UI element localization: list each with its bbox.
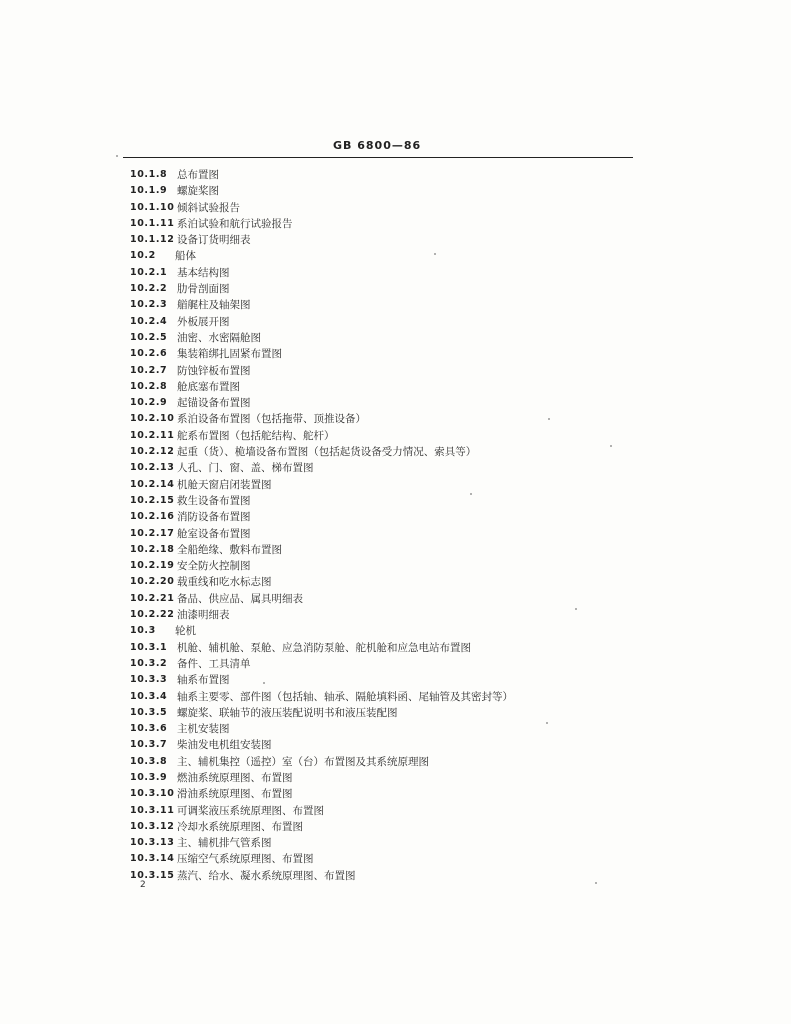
list-item <box>130 183 650 199</box>
entry-title: 系泊试验和航行试验报告 <box>177 217 293 230</box>
scan-speck <box>116 155 118 157</box>
list-item <box>130 395 650 411</box>
list-item <box>130 509 650 525</box>
list-item <box>130 216 650 232</box>
entry-number: 10.3.14 <box>130 853 175 865</box>
entry-title: 燃油系统原理图、布置图 <box>177 771 293 784</box>
entry-number: 10.3.7 <box>130 739 168 751</box>
list-item <box>130 411 650 427</box>
list-item <box>130 868 650 884</box>
list-item <box>130 379 650 395</box>
list-item <box>130 786 650 802</box>
list-item <box>130 574 650 590</box>
list-item <box>130 281 650 297</box>
entry-number: 10.3.12 <box>130 820 175 832</box>
entry-title: 载重线和吃水标志图 <box>177 576 272 589</box>
section-heading <box>130 248 650 264</box>
entry-title: 蒸汽、给水、凝水系统原理图、布置图 <box>177 869 356 882</box>
list-item <box>130 851 650 867</box>
entry-number: 10.2.12 <box>130 446 175 458</box>
entry-number: 10.2.17 <box>130 527 175 539</box>
entry-title: 轮机 <box>175 625 196 638</box>
entry-number: 10.2.5 <box>130 331 168 343</box>
list-item <box>130 754 650 770</box>
list-item <box>130 493 650 509</box>
list-item <box>130 346 650 362</box>
entry-number: 10.2.7 <box>130 364 168 376</box>
entry-title: 主、辅机排气管系图 <box>177 837 272 850</box>
entry-number: 10.2.4 <box>130 315 168 327</box>
entry-number: 10.2.15 <box>130 494 175 506</box>
entry-title: 全船绝缘、敷料布置图 <box>177 543 282 556</box>
list-item <box>130 721 650 737</box>
entry-number: 10.3.1 <box>130 641 168 653</box>
scan-speck <box>263 682 265 684</box>
entry-number: 10.1.12 <box>130 234 175 246</box>
entry-title: 机舱天窗启闭装置图 <box>177 478 272 491</box>
entry-number: 10.3.4 <box>130 690 168 702</box>
entry-number: 10.3.13 <box>130 837 175 849</box>
section-heading <box>130 623 650 639</box>
scan-speck <box>434 253 436 255</box>
entry-title: 主、辅机集控（遥控）室（台）布置图及其系统原理图 <box>177 755 429 768</box>
entry-number: 10.1.11 <box>130 217 175 229</box>
entry-number: 10.2.13 <box>130 462 175 474</box>
list-item <box>130 640 650 656</box>
entry-number: 10.3.11 <box>130 804 175 816</box>
list-item <box>130 689 650 705</box>
list-item <box>130 770 650 786</box>
entry-title: 螺旋桨、联轴节的液压装配说明书和液压装配图 <box>177 706 398 719</box>
list-item <box>130 835 650 851</box>
entry-number: 10.3.8 <box>130 755 168 767</box>
list-item <box>130 444 650 460</box>
entry-number: 10.2.9 <box>130 397 168 409</box>
entry-title: 倾斜试验报告 <box>177 201 240 214</box>
scan-speck <box>610 445 612 447</box>
entry-number: 10.2.18 <box>130 543 175 555</box>
entry-number: 10.1.10 <box>130 201 175 213</box>
entry-title: 系泊设备布置图（包括拖带、顶推设备） <box>177 413 366 426</box>
list-item <box>130 526 650 542</box>
entry-title: 人孔、门、窗、盖、梯布置图 <box>177 462 314 475</box>
entry-title: 防蚀锌板布置图 <box>177 364 251 377</box>
list-item <box>130 428 650 444</box>
entry-title: 主机安装图 <box>177 723 230 736</box>
list-item <box>130 167 650 183</box>
entry-title: 滑油系统原理图、布置图 <box>177 788 293 801</box>
entry-title: 基本结构图 <box>177 266 230 279</box>
entry-title: 设备订货明细表 <box>177 234 251 247</box>
entry-title: 轴系布置图 <box>177 674 230 687</box>
list-item <box>130 297 650 313</box>
list-item <box>130 477 650 493</box>
entry-title: 舱底塞布置图 <box>177 380 240 393</box>
entry-number: 10.2.21 <box>130 592 175 604</box>
entry-title: 冷却水系统原理图、布置图 <box>177 820 303 833</box>
entry-title: 起锚设备布置图 <box>177 397 251 410</box>
entry-number: 10.2.10 <box>130 413 175 425</box>
list-item <box>130 558 650 574</box>
entry-number: 10.2.22 <box>130 609 175 621</box>
entry-title: 可调桨液压系统原理图、布置图 <box>177 804 324 817</box>
entry-number: 10.2.3 <box>130 299 168 311</box>
list-item <box>130 363 650 379</box>
entry-number: 10.2.16 <box>130 511 175 523</box>
entry-title: 柴油发电机组安装图 <box>177 739 272 752</box>
entry-number: 10.2.1 <box>130 266 168 278</box>
entry-number: 10.2.14 <box>130 478 175 490</box>
entry-title: 轴系主要零、部件图（包括轴、轴承、隔舱填料函、尾轴管及其密封等） <box>177 690 513 703</box>
entry-number: 10.2.2 <box>130 283 168 295</box>
entry-number: 10.3.6 <box>130 723 168 735</box>
page-number: 2 <box>140 880 146 890</box>
entry-number: 10.1.9 <box>130 185 168 197</box>
entry-list <box>130 167 650 884</box>
list-item <box>130 705 650 721</box>
entry-number: 10.3.9 <box>130 771 168 783</box>
list-item <box>130 542 650 558</box>
entry-title: 舱室设备布置图 <box>177 527 251 540</box>
scan-speck <box>470 493 472 495</box>
list-item <box>130 265 650 281</box>
entry-number: 10.2.11 <box>130 429 175 441</box>
list-item <box>130 460 650 476</box>
entry-number: 10.2 <box>130 250 156 262</box>
entry-title: 油漆明细表 <box>177 609 230 622</box>
list-item <box>130 803 650 819</box>
entry-title: 油密、水密隔舱图 <box>177 331 261 344</box>
entry-title: 集装箱绑扎固紧布置图 <box>177 348 282 361</box>
list-item <box>130 314 650 330</box>
entry-number: 10.3 <box>130 625 156 637</box>
entry-title: 备件、工具清单 <box>177 657 251 670</box>
entry-number: 10.3.10 <box>130 788 175 800</box>
scan-speck <box>595 882 597 884</box>
scan-speck <box>548 418 550 420</box>
entry-number: 10.3.15 <box>130 869 175 881</box>
entry-title: 起重（货）、桅墙设备布置图（包括起货设备受力情况、索具等） <box>177 446 477 459</box>
entry-title: 总布置图 <box>177 169 219 181</box>
list-item <box>130 330 650 346</box>
entry-number: 10.3.5 <box>130 706 168 718</box>
scan-speck <box>546 722 548 724</box>
entry-number: 10.2.19 <box>130 560 175 572</box>
list-item <box>130 672 650 688</box>
entry-title: 外板展开图 <box>177 315 230 328</box>
entry-title: 机舱、辅机舱、泵舱、应急消防泵舱、舵机舱和应急电站布置图 <box>177 641 471 654</box>
entry-number: 10.2.6 <box>130 348 168 360</box>
entry-title: 肋骨剖面图 <box>177 283 230 296</box>
entry-number: 10.3.2 <box>130 657 168 669</box>
entry-title: 螺旋桨图 <box>177 185 219 198</box>
entry-title: 备品、供应品、属具明细表 <box>177 592 303 605</box>
scan-speck <box>575 608 577 610</box>
entry-title: 船体 <box>175 250 196 263</box>
entry-title: 消防设备布置图 <box>177 511 251 524</box>
standard-code: GB 6800—86 <box>333 139 422 152</box>
list-item <box>130 737 650 753</box>
entry-title: 压缩空气系统原理图、布置图 <box>177 853 314 866</box>
list-item <box>130 200 650 216</box>
header-rule <box>123 157 633 158</box>
entry-title: 舵系布置图（包括舵结构、舵杆） <box>177 429 335 442</box>
entry-number: 10.3.3 <box>130 674 168 686</box>
list-item <box>130 232 650 248</box>
list-item <box>130 591 650 607</box>
entry-number: 10.1.8 <box>130 169 168 180</box>
list-item <box>130 819 650 835</box>
entry-title: 救生设备布置图 <box>177 494 251 507</box>
entry-number: 10.2.8 <box>130 380 168 392</box>
list-item <box>130 656 650 672</box>
entry-title: 安全防火控制图 <box>177 560 251 573</box>
list-item <box>130 607 650 623</box>
entry-title: 艏艉柱及轴架图 <box>177 299 251 312</box>
entry-number: 10.2.20 <box>130 576 175 588</box>
